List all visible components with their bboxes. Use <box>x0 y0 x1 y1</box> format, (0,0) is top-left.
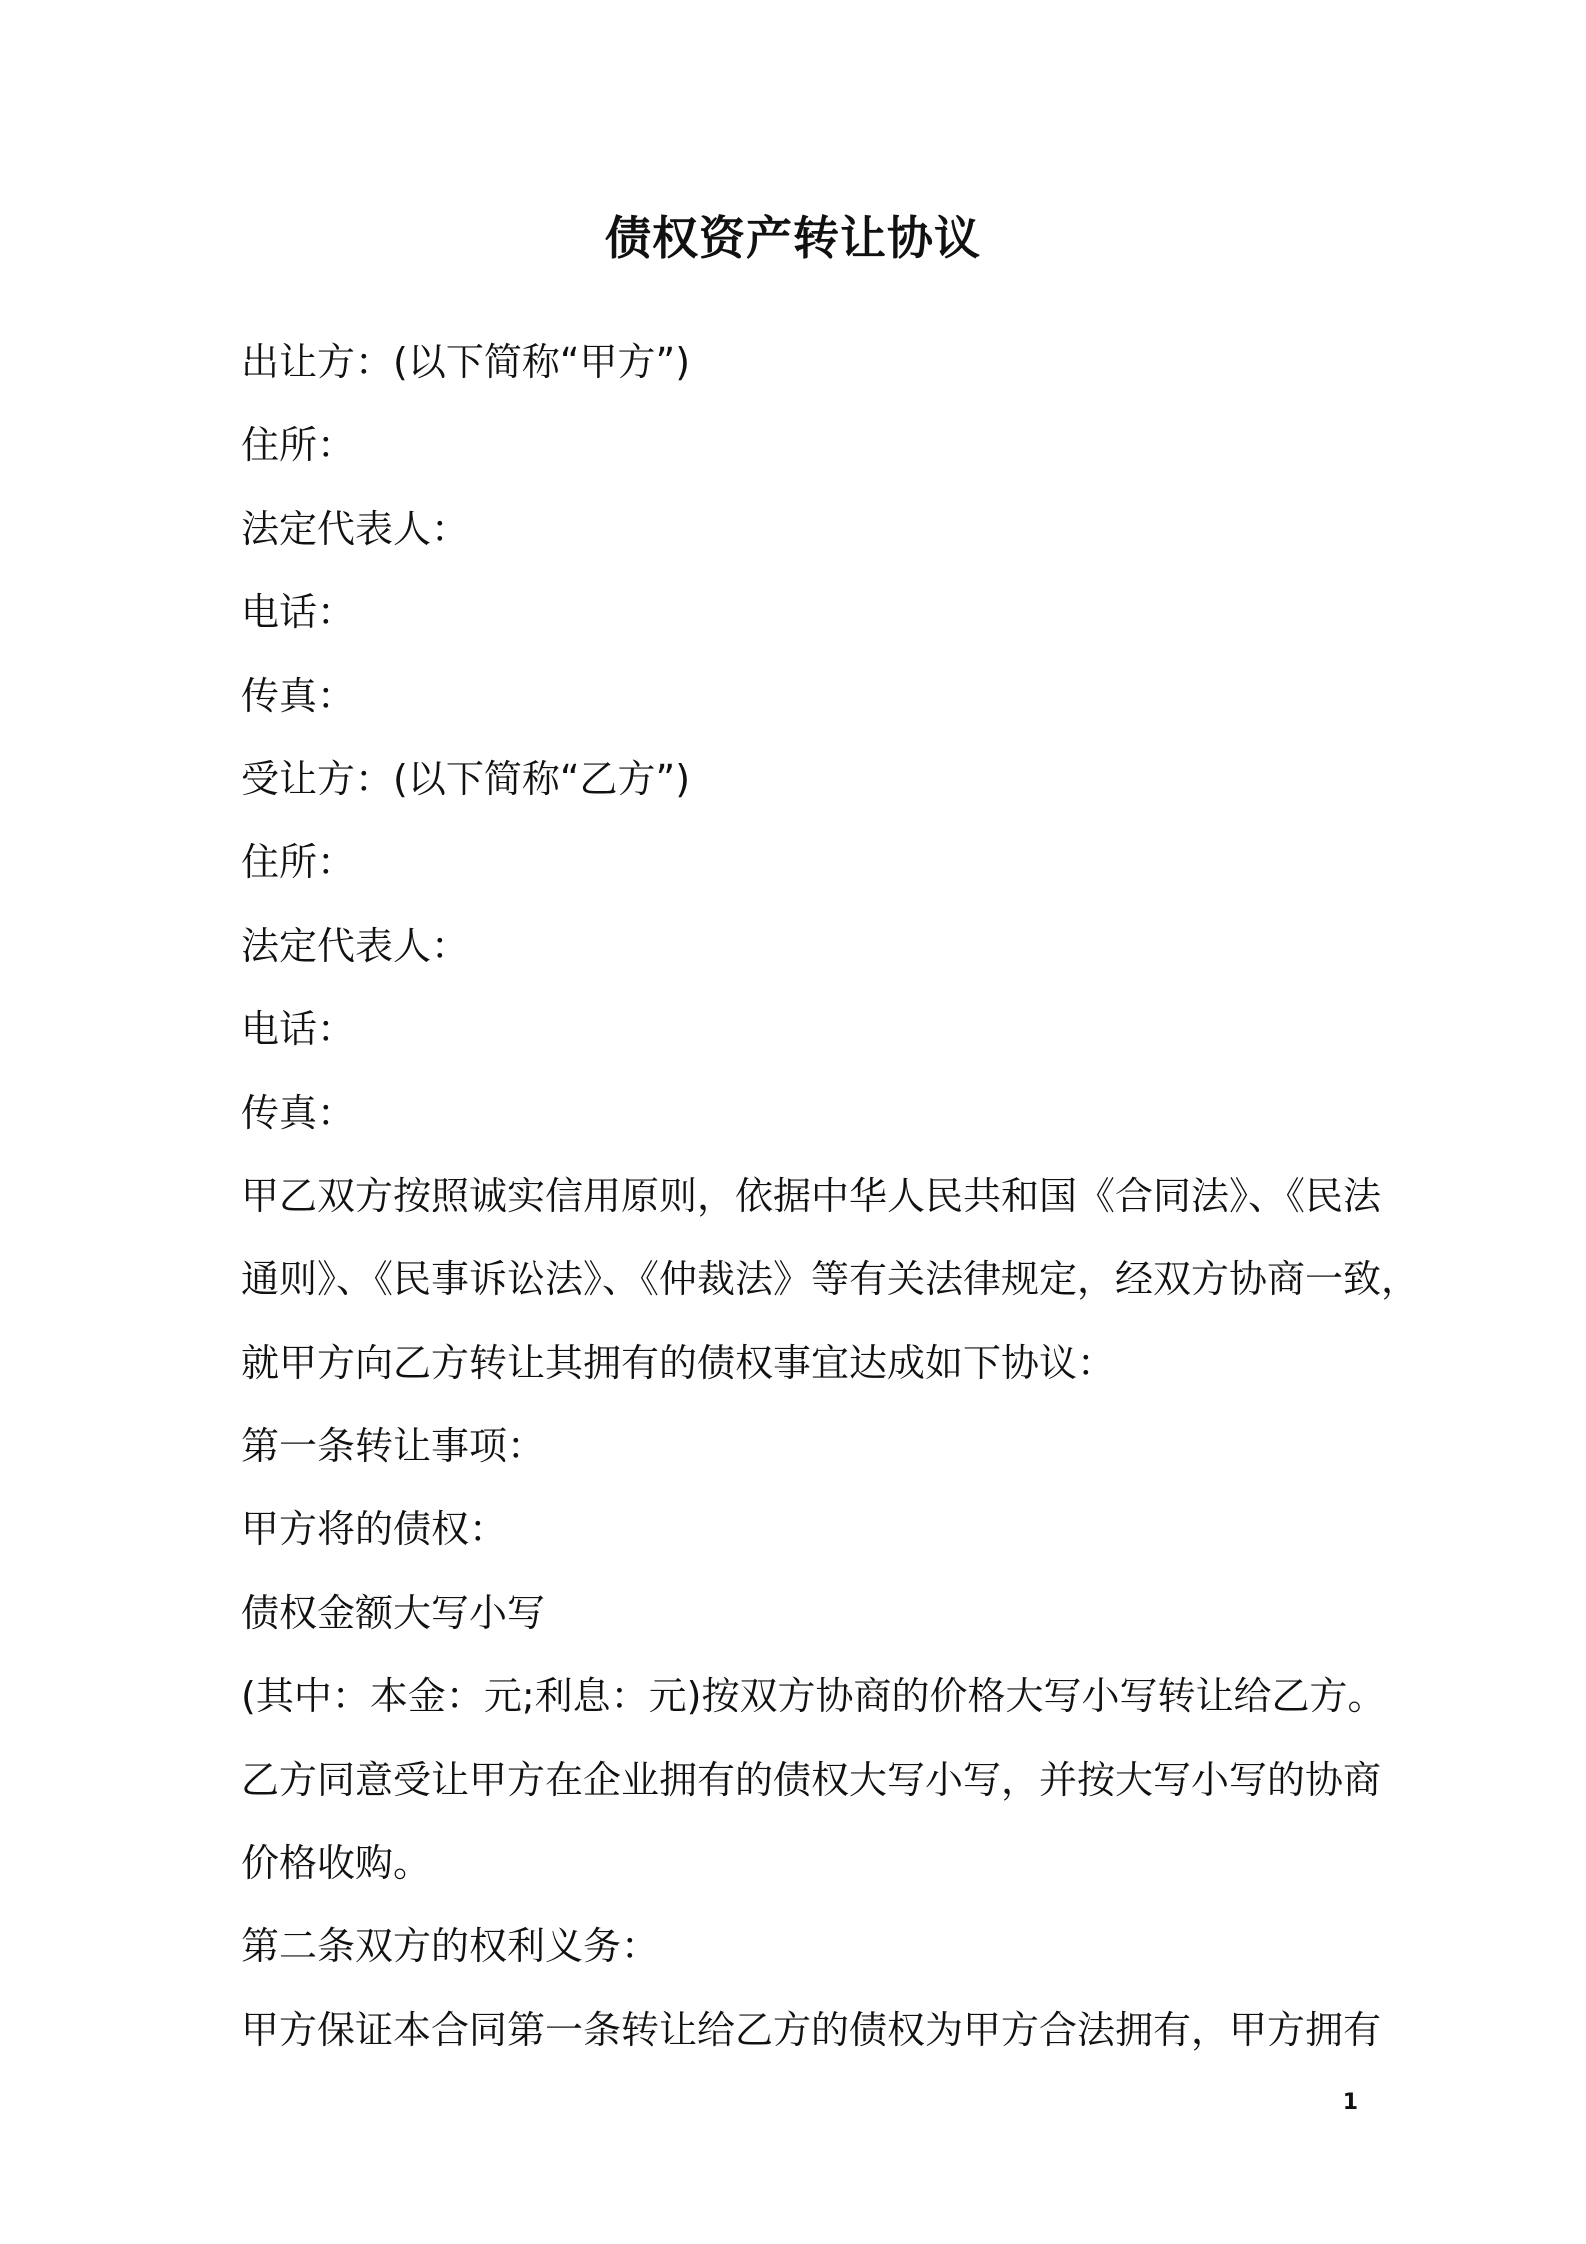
text-line: 甲方保证本合同第一条转让给乙方的债权为甲方合法拥有，甲方拥有 <box>241 2007 1382 2052</box>
text-line: 价格收购。 <box>241 1841 432 1886</box>
text-line: 出让方：(以下简称“甲方”) <box>241 340 691 384</box>
text-line: 就甲方向乙方转让其拥有的债权事宜达成如下协议： <box>241 1340 1116 1385</box>
document-title: 债权资产转让协议 <box>605 211 981 265</box>
text-line: (其中：本金：元;利息：元)按双方协商的价格大写小写转让给乙方。 <box>241 1674 1386 1719</box>
text-line: 传真： <box>241 1090 356 1135</box>
document-body <box>241 334 1420 2085</box>
text-line: 第二条双方的权利义务： <box>241 1924 660 1969</box>
text-line: 电话： <box>241 1007 356 1052</box>
text-line: 第一条转让事项： <box>241 1424 546 1469</box>
page-number: 1 <box>1342 2090 1358 2115</box>
text-line: 甲乙双方按照诚实信用原则，依据中华人民共和国《合同法》、《民法 <box>241 1173 1382 1218</box>
text-line: 住所： <box>241 840 356 885</box>
text-line: 债权金额大写小写 <box>241 1590 546 1635</box>
text-line: 法定代表人： <box>241 506 470 551</box>
text-line: 甲方将的债权： <box>241 1507 508 1552</box>
text-line: 住所： <box>241 423 356 468</box>
text-line: 受让方：(以下简称“乙方”) <box>241 756 691 801</box>
text-line: 乙方同意受让甲方在企业拥有的债权大写小写，并按大写小写的协商 <box>241 1757 1382 1802</box>
text-line: 通则》、《民事诉讼法》、《仲裁法》等有关法律规定，经双方协商一致， <box>241 1257 1420 1302</box>
text-line: 传真： <box>241 673 356 718</box>
text-line: 法定代表人： <box>241 923 470 968</box>
text-line: 电话： <box>241 590 356 635</box>
